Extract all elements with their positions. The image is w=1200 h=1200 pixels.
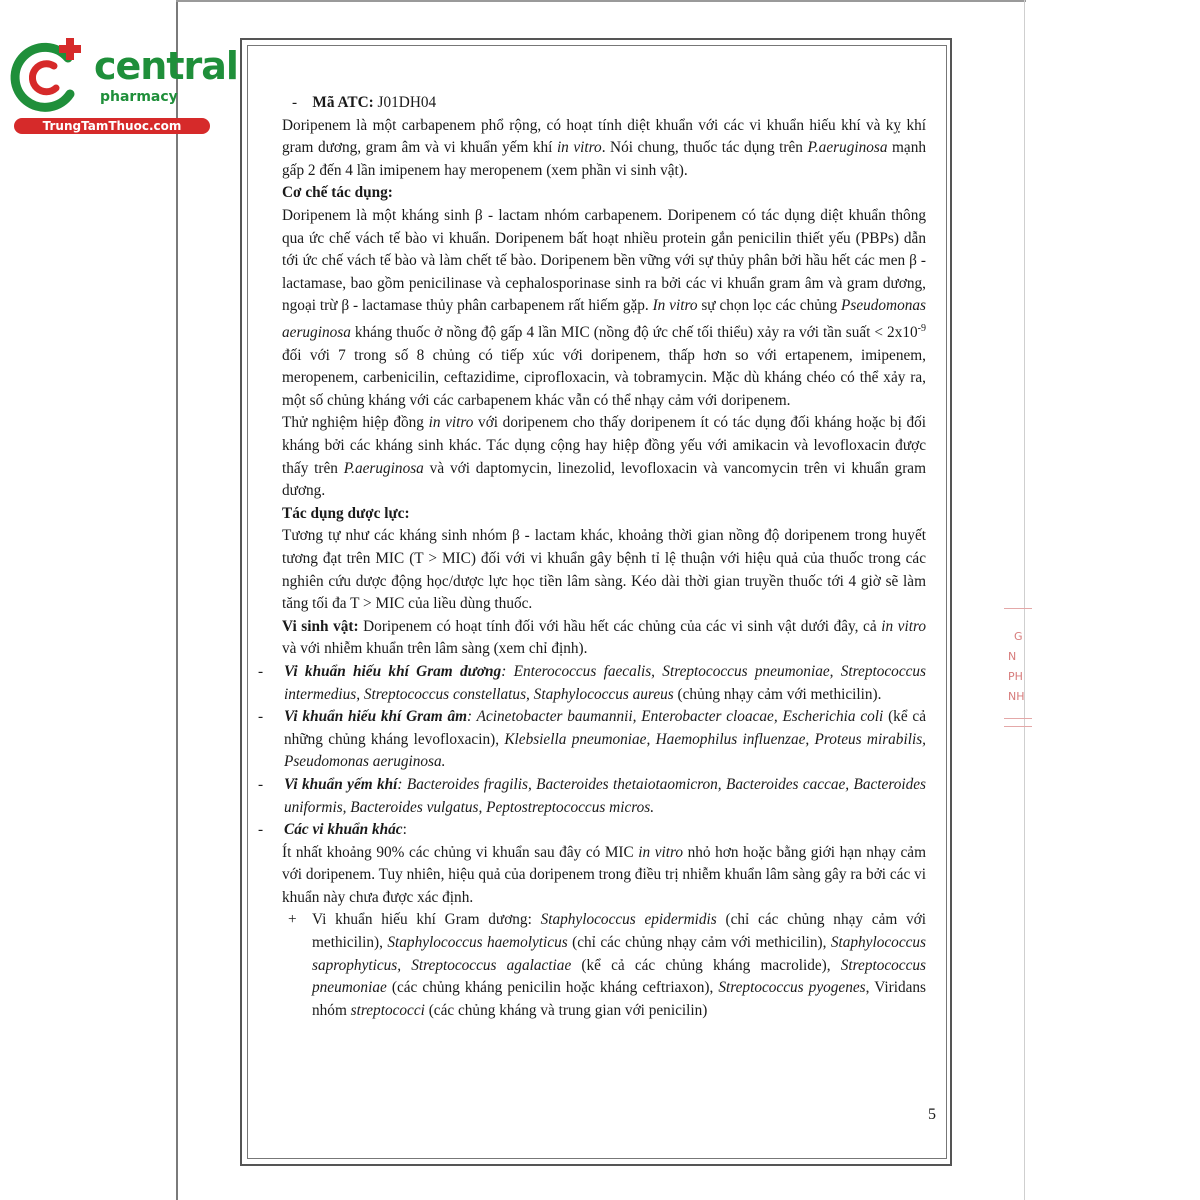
synergy-italic: in vitro <box>428 414 474 432</box>
other-italic: in vitro <box>638 843 684 861</box>
bullet-gram-negative-aerobes: - Vi khuẩn hiếu khí Gram âm: Acinetobacter baumannii, Enterobacter cloacae, Escherichia coli (kể cả những chủng kháng levofloxacin), Klebsiella pneumoniae, Haemophilus influenzae, Proteus mirabilis, Pseudomonas aeruginosa. <box>258 708 926 771</box>
synergy-text: và với daptomycin, linezolid, levofloxacin và vancomycin trên vi khuẩn gram dương. <box>282 459 926 500</box>
microbiology-heading: Vi sinh vật: <box>282 617 359 635</box>
bullet-heading: Các vi khuẩn khác <box>284 821 403 839</box>
stamp-char: PH <box>1008 670 1023 683</box>
mechanism-italic: Pseudomonas aeruginosa <box>282 297 926 342</box>
bullet-heading: Vi khuẩn hiếu khí Gram âm <box>284 708 468 726</box>
page-number: 5 <box>928 1106 936 1123</box>
atc-label: Mã ATC: <box>312 94 374 111</box>
sub-species: streptococci <box>350 1001 425 1019</box>
bullet-heading: Vi khuẩn yếm khí <box>284 775 398 793</box>
pharmacodynamics-paragraph: Tương tự như các kháng sinh nhóm β - lactam khác, khoảng thời gian nồng độ doripenem trong huyết tương đạt trên MIC (T > MIC) đối với vi khuẩn gây bệnh tỉ lệ thuận với hiệu quả của thuốc trong các nghiên cứu dược động học/dược lực học tiền lâm sàng. Kéo dài thời gian truyền thuốc tới 4 giờ sẽ làm tăng tối đa T > MIC của liều dùng thuốc. <box>282 527 926 613</box>
bullet-other-bacteria: - Các vi khuẩn khác: <box>258 821 407 839</box>
sub-text: , Viridans nhóm <box>312 979 926 1019</box>
intro-paragraph <box>282 115 926 183</box>
sub-species: Staphylococcus saprophyticus, Streptococcus agalactiae <box>312 934 926 974</box>
bullet-text: (kể cả những chủng kháng levofloxacin), <box>284 708 926 748</box>
scan-edge-left <box>176 0 178 1200</box>
synergy-text: Thử nghiệm hiệp đồng <box>282 414 429 432</box>
sub-text: (kể cả các chủng kháng macrolide), <box>571 956 841 974</box>
sub-species: Streptococcus pneumoniae <box>312 956 926 997</box>
brand-subtitle: pharmacy <box>100 89 178 105</box>
other-text: nhỏ hơn hoặc bằng giới hạn nhạy cảm với doripenem. Tuy nhiên, hiệu quả của doripenem trong điều trị nhiễm khuẩn lâm sàng gây ra bởi các vi khuẩn này chưa được xác định. <box>282 843 926 906</box>
sub-text: Vi khuẩn hiếu khí Gram dương: <box>312 911 541 929</box>
brand-watermark <box>10 36 238 136</box>
stamp-char: N <box>1008 650 1017 663</box>
central-pharmacy-logo-icon <box>10 36 94 116</box>
bullet-heading: Vi khuẩn hiếu khí Gram dương <box>284 662 502 680</box>
bullet-text: : <box>402 821 407 839</box>
synergy-italic: P.aeruginosa <box>343 459 424 477</box>
partial-stamp <box>1004 598 1034 738</box>
bullet-species: : Acinetobacter baumannii, Enterobacter cloacae, Escherichia coli <box>467 708 884 726</box>
brand-name: central <box>94 44 238 88</box>
sub-text: (các chủng kháng và trung gian với penicilin) <box>424 1001 708 1019</box>
mechanism-text: Doripenem là một kháng sinh β - lactam nhóm carbapenem. Doripenem có tác dụng diệt khuẩn thông qua ức chế vách tế bào vi khuẩn. Doripenem bất hoạt nhiều protein gắn penicilin thiết yếu (PBPs) dẫn tới ức chế vách tế bào và làm chết tế bào. Doripenem bền vững với sự thủy phân bởi hầu hết các men β - lactamase, bao gồm penicilinase và cephalosporinase sinh ra bởi các vi khuẩn gram âm và gram dương, ngoại trừ β - lactamase thủy phân carbapenem rất hiếm gặp. <box>282 206 926 315</box>
mechanism-paragraph <box>282 205 926 412</box>
sub-text: (các chủng kháng penicilin hoặc kháng ceftriaxon), <box>386 979 719 997</box>
sub-item-gram-positive: + Vi khuẩn hiếu khí Gram dương: Staphylococcus epidermidis (chỉ các chủng nhạy cảm với methicilin), Staphylococcus haemolyticus (chỉ các chủng nhạy cảm với methicilin), Staphylococcus saprophyticus, Streptococcus agalactiae (kể cả các chủng kháng macrolide), Streptococcus pneumoniae (các chủng kháng penicilin hoặc kháng ceftriaxon), Streptococcus pyogenes, Viridans nhóm streptococci (các chủng kháng và trung gian với penicilin) <box>288 911 927 1019</box>
atc-line: - Mã ATC: J01DH04 <box>292 94 437 111</box>
sub-species: Staphylococcus epidermidis <box>540 911 717 929</box>
sub-text: (chỉ các chủng nhạy cảm với methicilin), <box>312 911 927 952</box>
pharmacodynamics-heading: Tác dụng dược lực: <box>282 504 410 522</box>
microbiology-text: Doripenem có hoạt tính đối với hầu hết các chủng của các vi sinh vật dưới đây, cả <box>358 617 882 635</box>
synergy-text: với doripenem cho thấy doripenem ít có tác dụng đối kháng hoặc bị đối kháng bởi các kháng sinh khác. Tác dụng cộng hay hiệp đồng yếu với amikacin và levofloxacin được thấy trên <box>282 414 926 477</box>
mechanism-superscript: -9 <box>917 322 926 334</box>
scan-edge-top <box>176 0 1026 2</box>
bullet-text: (chủng nhạy cảm với methicilin). <box>673 685 882 703</box>
brand-website: TrungTamThuoc.com <box>14 118 210 134</box>
intro-text: . Nói chung, thuốc tác dụng trên <box>601 139 808 157</box>
mechanism-italic: In vitro <box>652 297 698 315</box>
mechanism-text: đối với 7 trong số 8 chủng có tiếp xúc với doripenem, thấp hơn so với ertapenem, imipenem, meropenem, carbenicilin, ceftazidime, ciprofloxacin, và tobramycin. Mặc dù kháng chéo có thể xảy ra, một số chủng kháng với các carbapenem khác vẫn có thể nhạy cảm với doripenem. <box>282 346 926 409</box>
bullet-species: Klebsiella pneumoniae, Haemophilus influenzae, Proteus mirabilis, Pseudomonas aeruginosa. <box>284 730 926 771</box>
microbiology-paragraph <box>282 616 926 661</box>
bullet-anaerobes: - Vi khuẩn yếm khí: Bacteroides fragilis, Bacteroides thetaiotaomicron, Bacteroides caccae, Bacteroides uniformis, Bacteroides vulgatus, Peptostreptococcus micros. <box>258 775 926 816</box>
intro-italic: P.aeruginosa <box>807 139 888 157</box>
atc-value: J01DH04 <box>373 94 437 111</box>
other-text: Ít nhất khoảng 90% các chủng vi khuẩn sau đây có MIC <box>282 843 639 861</box>
mechanism-text: kháng thuốc ở nồng độ gấp 4 lần MIC (nồng độ ức chế tối thiểu) xảy ra với tần suất < 2x10 <box>350 324 918 342</box>
microbiology-italic: in vitro <box>881 617 926 635</box>
mechanism-heading: Cơ chế tác dụng: <box>282 184 393 202</box>
bullet-gram-positive-aerobes: - Vi khuẩn hiếu khí Gram dương: Enterococcus faecalis, Streptococcus pneumoniae, Streptococcus intermedius, Streptococcus constellatus, Staphylococcus aureus (chủng nhạy cảm với methicilin). <box>258 662 927 703</box>
bullet-species: : Enterococcus faecalis, Streptococcus pneumoniae, Streptococcus intermedius, Streptococcus constellatus, Staphylococcus aureus <box>284 662 927 703</box>
synergy-paragraph <box>282 412 926 502</box>
stamp-char: NH <box>1008 690 1025 703</box>
intro-italic: in vitro <box>556 139 602 157</box>
sub-species: Staphylococcus haemolyticus <box>387 934 568 952</box>
microbiology-text: và với nhiễm khuẩn trên lâm sàng (xem chỉ định). <box>282 640 588 658</box>
other-bacteria-paragraph <box>282 842 926 910</box>
sub-species: Streptococcus pyogenes <box>718 979 866 997</box>
intro-text: mạnh gấp 2 đến 4 lần imipenem hay meropenem (xem phần vi sinh vật). <box>282 139 927 179</box>
sub-text: (chỉ các chủng nhạy cảm với methicilin), <box>567 934 831 952</box>
bullet-species: : Bacteroides fragilis, Bacteroides thetaiotaomicron, Bacteroides caccae, Bacteroides uniformis, Bacteroides vulgatus, Peptostreptococcus micros. <box>284 775 926 816</box>
stamp-char: G <box>1014 630 1023 643</box>
mechanism-text: sự chọn lọc các chủng <box>697 297 842 315</box>
document-body <box>258 92 927 1022</box>
intro-text: Doripenem là một carbapenem phổ rộng, có hoạt tính diệt khuẩn với các vi khuẩn hiếu khí và kỵ khí gram dương, gram âm và vi khuẩn yếm khí <box>282 116 926 157</box>
